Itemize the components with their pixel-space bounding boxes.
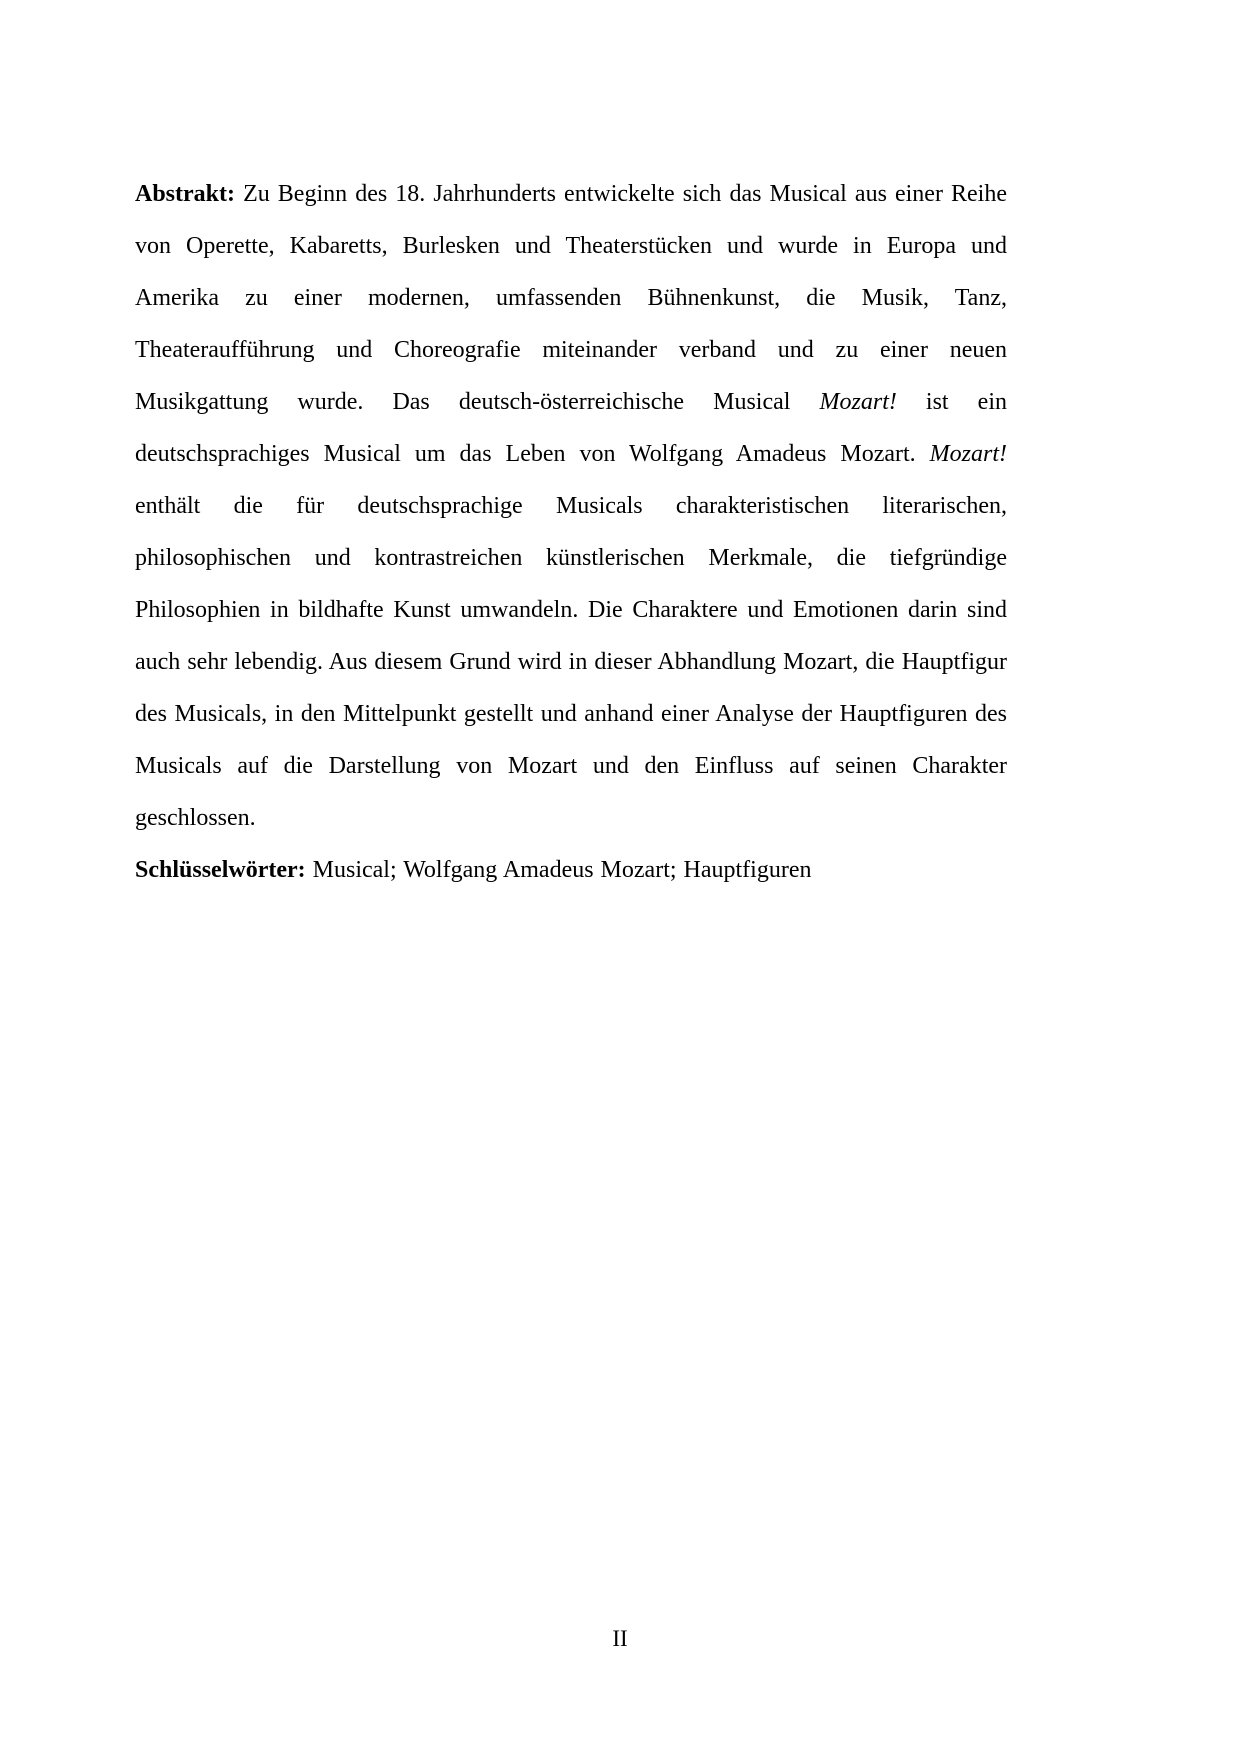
abstract-text-run: ist ein deutschsprachiges Musical um das Leben von Wolfgang Amadeus Mozart. [135,389,1007,467]
abstract-section [135,168,1007,896]
abstract-label: Abstrakt: [135,181,235,207]
abstract-text-run: enthält die für deutschsprachige Musicals charakteristischen literarischen, philosophischen und kontrastreichen künstlerischen Merkmale, die tiefgründige Philosophien in bildhafte Kunst umwandeln. Die Charaktere und Emotionen darin sind auch sehr lebendig. Aus diesem Grund wird in dieser Abhandlung Mozart, die Hauptfigur des Musicals, in den Mittelpunkt gestellt und anhand einer Analyse der Hauptfiguren des Musicals auf die Darstellung von Mozart und den Einfluss auf seinen Charakter geschlossen. [135,493,1007,831]
abstract-text-run: Zu Beginn des 18. Jahrhunderts entwickelte sich das Musical aus einer Reihe von Operette, Kabaretts, Burlesken und Theaterstücken und wurde in Europa und Amerika zu einer modernen, umfassenden Bühnenkunst, die Musik, Tanz, Theateraufführung und Choreografie miteinander verband und zu einer neuen Musikgattung wurde. Das deutsch-österreichische Musical [135,181,1007,415]
keywords-label: Schlüsselwörter: [135,857,306,883]
keywords-text: Musical; Wolfgang Amadeus Mozart; Hauptfiguren [305,857,812,883]
page-number: II [612,1626,628,1651]
abstract-paragraph [135,168,1007,844]
keywords-line [135,844,1007,896]
musical-title-italic: Mozart! [819,389,897,415]
musical-title-italic: Mozart! [929,441,1007,467]
